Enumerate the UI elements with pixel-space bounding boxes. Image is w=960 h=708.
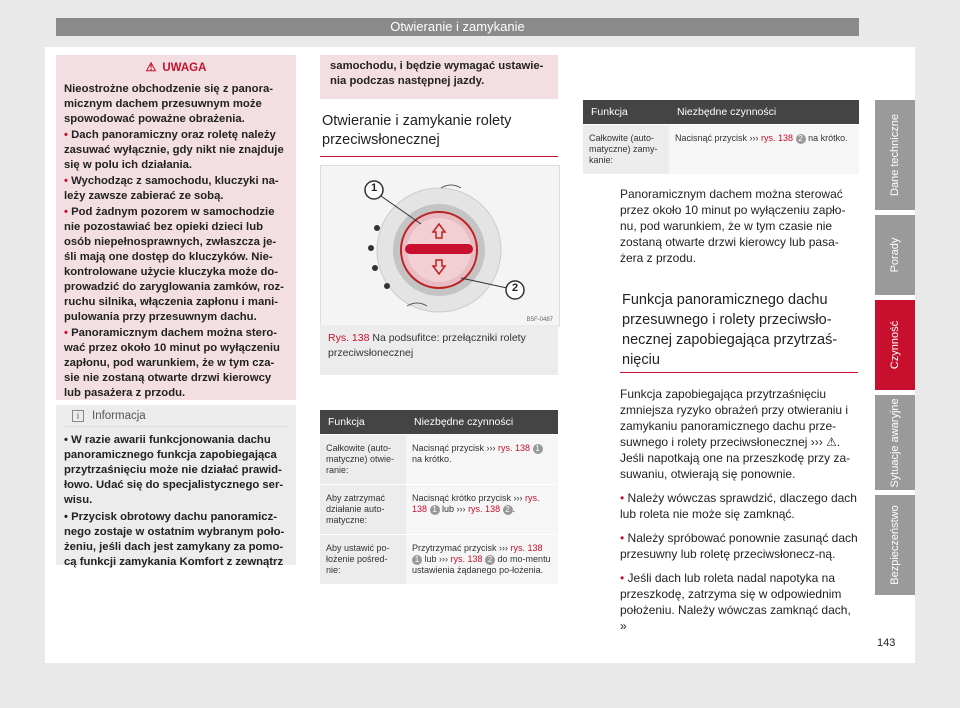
table-row: Aby zatrzymać działanie auto-matyczne: Nacisnąć krótko przycisk ››› rys. 138 1 lub ››› rys. 138 2 . — [320, 485, 558, 535]
figure-callout-2: 2 — [511, 282, 519, 294]
function-table-open — [320, 410, 558, 584]
right-paragraph-2: Funkcja zapobiegająca przytrzaśnięciu zmniejsza ryzyko obrażeń przy otwieraniu i zamykaniu panoramicznego dachu prze-suwnego i rolety przeciwsłonecznej ››› ⚠. Jeśli napotkają one na przeszkodę przy za-suwaniu, otwierają się ponownie. — [620, 387, 851, 481]
figure-switch-illustration — [320, 165, 560, 327]
button-number-badge: 1 — [430, 505, 440, 515]
button-number-badge: 2 — [503, 505, 513, 515]
warning-bullet: • Dach panoramiczny oraz roletę należy zasuwać wyłącznie, gdy nikt nie znajduje się w polu ich działania. — [64, 129, 284, 171]
table-header-function: Funkcja — [320, 410, 406, 435]
tab-bezpieczenstwo[interactable]: Bezpieczeństwo — [875, 495, 915, 595]
figure-code: B5F-0487 — [526, 317, 553, 323]
section-rule — [320, 156, 558, 157]
table-row: Całkowite (auto-matyczne) zamy-kanie: Nacisnąć przycisk ››› rys. 138 2 na krótko. — [583, 125, 859, 175]
info-box — [56, 405, 296, 568]
warning-triangle-icon: ⚠ — [145, 60, 157, 74]
info-title: Informacja — [92, 410, 146, 422]
tab-dane-techniczne[interactable]: Dane techniczne — [875, 100, 915, 210]
figure-callout-1: 1 — [370, 182, 378, 194]
button-number-badge: 1 — [412, 555, 422, 565]
right-bullet: • Należy wówczas sprawdzić, dlaczego dach lub roleta nie może się zamknąć. — [620, 491, 857, 521]
button-number-badge: 1 — [533, 444, 543, 454]
tab-sytuacje-awaryjne[interactable]: Sytuacje awaryjne — [875, 395, 915, 490]
warning-bullet: • Panoramicznym dachem można stero-wać przez około 10 minut po wyłączeniu zapłonu, pod warunkiem, że w tym cza-sie nie zostaną otwarte drzwi kierowcy lub pasażera z przodu. — [64, 327, 280, 399]
tab-czynnosc[interactable]: Czynność — [875, 300, 915, 390]
tab-porady[interactable]: Porady — [875, 215, 915, 295]
section-rule — [620, 372, 858, 373]
warning-bullet: • Pod żadnym pozorem w samochodzie nie pozostawiać bez opieki dzieci lub osób niepełnosprawnych, zwłaszcza je-śli mają one dostęp do kluczyków. Nie-kontrolowane użycie kluczyka może do-prowadzić do zaryglowania zamków, roz-ruchu silnika, włączenia zapłonu i mani-pulowania przy przesuwnym dachu. — [64, 206, 284, 323]
table-header-actions: Niezbędne czynności — [406, 410, 558, 435]
warning-continued-box — [320, 55, 558, 99]
warning-continued-text: samochodu, i będzie wymagać ustawie-nia podczas następnej jazdy. — [330, 60, 544, 87]
right-paragraph-1: Panoramicznym dachem można sterować przez około 10 minut po wyłączeniu zapło-nu, pod warunkiem, że w tym czasie nie zostaną otwarte drzwi kierowcy lub pasa-żera z przodu. — [620, 187, 846, 265]
figure-caption — [320, 325, 558, 375]
info-bullet: • Przycisk obrotowy dachu panoramicz-nego zostaje w ostatnim wybranym poło-żeniu, jeśli dach jest zamykany za pomo-cą funkcji zamykania Komfort z zewnątrz — [64, 511, 285, 568]
table-header-function: Funkcja — [583, 100, 669, 125]
table-row: Aby ustawić po-łożenie pośred-nie: Przytrzymać przycisk ››› rys. 138 1 lub ››› rys. 138 2 do mo-mentu ustawienia żądanego po-łożenia. — [320, 535, 558, 585]
page-header: Otwieranie i zamykanie — [56, 18, 859, 36]
button-number-badge: 2 — [796, 134, 806, 144]
right-bullet: • Należy spróbować ponownie zasunąć dach przesuwny lub roletę przeciwsłonecz-ną. — [620, 531, 858, 561]
right-body — [620, 386, 858, 642]
caption-text: Na podsufitce: przełączniki rolety przeciwsłonecznej — [328, 332, 526, 359]
section-title-anti-trap: Funkcja panoramicznego dachu przesuwnego i rolety przeciwsło-necznej zapobiegająca przytrzaś-nięciu — [622, 292, 838, 368]
info-bullet: • W razie awarii funkcjonowania dachu panoramicznego funkcja zapobiegająca przytrzaśnięciu może nie działać prawid-łowo. Udać się do specjalistycznego ser-wisu. — [64, 434, 284, 506]
warning-intro: Nieostrożne obchodzenie się z panora-micznym dachem przesuwnym może spowodować poważne obrażenia. — [64, 83, 274, 125]
info-header — [64, 405, 288, 427]
warning-bullet: • Wychodząc z samochodu, kluczyki na-leży zawsze zabierać ze sobą. — [64, 175, 279, 202]
page-number: 143 — [877, 637, 896, 649]
table-row: Całkowite (auto-matyczne) otwie-ranie: Nacisnąć przycisk ››› rys. 138 1 na krótko. — [320, 435, 558, 485]
switch-illustration-svg — [321, 166, 559, 326]
function-table-close — [583, 100, 859, 174]
warning-title: UWAGA — [162, 62, 207, 74]
info-icon: i — [72, 410, 84, 422]
section-title-sunblind: Otwieranie i zamykanie rolety przeciwsłonecznej — [322, 113, 512, 148]
right-bullet: • Jeśli dach lub roleta nadal napotyka na przeszkodę, zatrzyma się w odpowiednim położeniu. Należy wówczas zamknąć dach, » — [620, 571, 851, 633]
button-number-badge: 2 — [485, 555, 495, 565]
warning-header — [56, 55, 296, 76]
caption-ref: Rys. 138 — [328, 332, 370, 344]
table-header-actions: Niezbędne czynności — [669, 100, 859, 125]
warning-box — [56, 55, 296, 400]
